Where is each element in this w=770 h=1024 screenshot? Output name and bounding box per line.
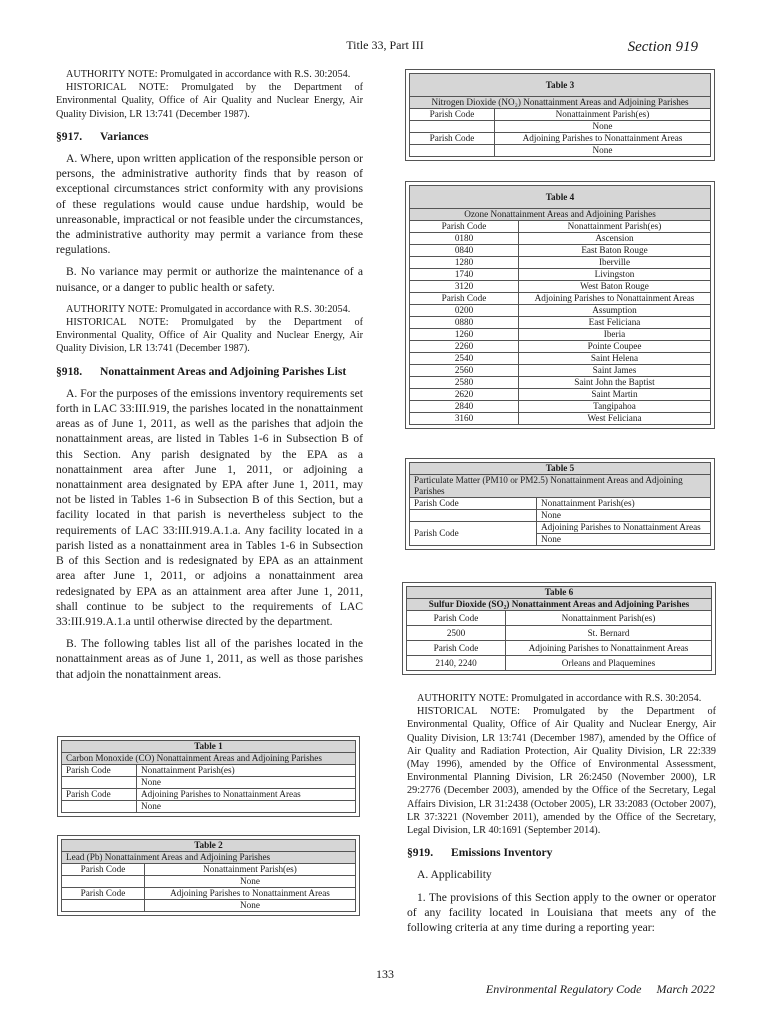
table-cell: Nonattainment Parish(es) [506,611,712,626]
table-5 [405,458,715,550]
table-cell: 1740 [410,269,519,281]
table-cell: East Baton Rouge [519,245,711,257]
table-row [410,401,711,413]
running-header: Title 33, Part III [346,38,424,52]
historical-note: HISTORICAL NOTE: Promulgated by the Department of Environmental Quality, Office of Air Quality and Nuclear Energy, Air Quality Division, LR 13:741 (December 1987). [56,317,363,355]
historical-note: HISTORICAL NOTE: Promulgated by the Department of Environmental Quality, Office of Air Quality and Nuclear Energy, Air Quality Division, LR 13:741 (December 1987). [56,82,363,120]
section-title: Emissions Inventory [451,846,553,860]
subsection-heading: A. Applicability [417,868,492,882]
table-caption: Nitrogen Dioxide (NO₂) Nonattainment Areas and Adjoining Parishes [410,97,711,109]
table-cell: St. Bernard [506,626,712,641]
table-cell: Adjoining Parishes to Nonattainment Areas [145,888,356,900]
table-cell: None [145,876,356,888]
table-cell: 2620 [410,389,519,401]
table-row [410,389,711,401]
table-title: Table 2 [62,840,356,852]
table-6 [402,582,716,675]
paragraph: A. For the purposes of the emissions inventory requirements set forth in LAC 33:III.919, the parishes located in the nonattainment areas as of June 1, 2011, as well as the parishes that adjoin the nonattainment areas, are listed in Tables 1-6 in Subsection B of this Section. Any parish designated by the EPA as a nonattainment area after June 1, 2011, or adjoining a nonattainment area designated by EPA after June 1, 2011, may not be listed in Tables 1-6 in Subsection B of this Section, but a facility located in that parish is nevertheless subject to the requirements of LAC 33:III.919.A.1.a. Any facility located in a parish listed as a nonattainment area in Tables 1-6 in Subsection B of this Section and is redesignated by EPA as an attainment area after June 1, 2011, or adjoins a nonattainment area redesignated by EPA as an attainment area after June 1, 2011, shall continue to be subject to the requirements of LAC 33:III.919.A.1.a until otherwise directed by the department. [56,386,363,628]
table-cell: 1260 [410,329,519,341]
table-2 [57,835,360,916]
table-cell: Nonattainment Parish(es) [145,864,356,876]
table-caption: Ozone Nonattainment Areas and Adjoining Parishes [410,209,711,221]
table-cell: 0880 [410,317,519,329]
section-number: §917. [56,129,83,143]
paragraph: B. No variance may permit or authorize the maintenance of a nuisance, or a danger to public health or safety. [56,265,363,294]
table-1 [57,736,360,817]
table-cell: Adjoining Parishes to Nonattainment Areas [519,293,711,305]
table-caption: Carbon Monoxide (CO) Nonattainment Areas and Adjoining Parishes [62,753,356,765]
table-caption: Lead (Pb) Nonattainment Areas and Adjoining Parishes [62,852,356,864]
table-cell: None [145,900,356,912]
table-4 [405,181,715,429]
table-cell [410,510,537,522]
table-cell: 2840 [410,401,519,413]
table-cell: Nonattainment Parish(es) [137,765,356,777]
table-cell: Saint Martin [519,389,711,401]
authority-note: AUTHORITY NOTE: Promulgated in accordance with R.S. 30:2054. [66,69,351,80]
table-cell [62,777,137,789]
table-cell: 0200 [410,305,519,317]
table-cell: East Feliciana [519,317,711,329]
table-cell: Tangipahoa [519,401,711,413]
table-cell [62,801,137,813]
table-cell: Parish Code [410,498,537,510]
table-cell: 3160 [410,413,519,425]
table-3 [405,69,715,161]
table-cell: Parish Code [410,221,519,233]
table-cell: Assumption [519,305,711,317]
table-cell: Parish Code [407,641,506,656]
table-cell: Parish Code [62,864,145,876]
table-row [410,233,711,245]
table-cell: Saint James [519,365,711,377]
historical-note: HISTORICAL NOTE: Promulgated by the Department of Environmental Quality, Office of Air Quality and Nuclear Energy, Air Quality Division, LR 13:741 (December 1987), amended by the Office of Air Quality and Radiation Protection, Air Quality Division, LR 22:339 (May 1996), amended by the Office of Environmental Assessment, Environmental Planning Division, LR 26:2450 (November 2000), LR 29:2776 (December 2003), amended by the Office of the Secretary, Legal Affairs Division, LR 31:2438 (October 2005), LR 33:2083 (October 2007), LR 37:3221 (November 2011), amended by the Office of the Secretary, Legal Division, LR 40:1691 (September 2014). [407,706,716,837]
table-cell: Parish Code [410,109,495,121]
table-cell: None [137,777,356,789]
table-cell: Parish Code [62,765,137,777]
table-cell: Adjoining Parishes to Nonattainment Areas [137,789,356,801]
table-cell: None [495,145,711,157]
section-heading [56,364,363,379]
table-caption: Sulfur Dioxide (SO₂) Nonattainment Areas and Adjoining Parishes [407,599,712,611]
table-cell: Nonattainment Parish(es) [495,109,711,121]
table-cell: Pointe Coupee [519,341,711,353]
table-row [410,329,711,341]
table-cell: None [537,534,711,546]
table-row [410,245,711,257]
table-cell: Ascension [519,233,711,245]
section-number: §918. [56,364,83,378]
table-cell: Iberville [519,257,711,269]
table-cell: 3120 [410,281,519,293]
table-cell: None [537,510,711,522]
table-title: Table 4 [410,186,711,209]
table-title: Table 5 [410,463,711,475]
table-cell: 2140, 2240 [407,656,506,671]
table-cell: Parish Code [62,789,137,801]
table-cell: 2560 [410,365,519,377]
table-row [410,305,711,317]
table-row [410,317,711,329]
table-cell: Nonattainment Parish(es) [519,221,711,233]
table-cell: 0180 [410,233,519,245]
table-title: Table 3 [410,74,711,97]
table-cell: Parish Code [410,133,495,145]
right-column [407,692,716,935]
section-header: Section 919 [627,39,698,55]
table-cell: 2540 [410,353,519,365]
table-cell: 1280 [410,257,519,269]
table-cell [62,900,145,912]
table-cell: None [137,801,356,813]
table-cell: Parish Code [410,293,519,305]
table-row [410,269,711,281]
table-title: Table 1 [62,741,356,753]
table-row [410,377,711,389]
table-cell: Saint John the Baptist [519,377,711,389]
section-title: Variances [100,129,149,143]
section-heading [56,129,363,144]
table-cell [62,876,145,888]
table-row [410,365,711,377]
paragraph: B. The following tables list all of the parishes located in the nonattainment areas as of June 1, 2011, as well as those parishes that adjoin the nonattainment areas. [56,637,363,681]
table-cell: Iberia [519,329,711,341]
paragraph: A. Where, upon written application of the responsible person or persons, the administrative authority finds that by reason of exceptional circumstances strict conformity with any provisions of these regulations would cause undue hardship, would be unreasonable, impractical or not feasible under the circumstances, the administrative authority may permit a variance from these regulations. [56,152,363,257]
table-cell: West Baton Rouge [519,281,711,293]
table-cell [410,145,495,157]
table-cell: Nonattainment Parish(es) [537,498,711,510]
table-cell: Orleans and Plaquemines [506,656,712,671]
table-row [410,341,711,353]
table-cell: 2580 [410,377,519,389]
table-cell: Saint Helena [519,353,711,365]
table-cell: Adjoining Parishes to Nonattainment Areas [495,133,711,145]
table-cell: Adjoining Parishes to Nonattainment Areas [537,522,711,534]
section-heading [407,845,716,860]
authority-note: AUTHORITY NOTE: Promulgated in accordance with R.S. 30:2054. [417,693,702,704]
table-cell [410,121,495,133]
table-row [410,353,711,365]
paragraph: 1. The provisions of this Section apply to the owner or operator of any facility located in Louisiana that meets any of the following criteria at any time during a reporting year: [407,890,716,935]
table-cell: West Feliciana [519,413,711,425]
table-row [410,413,711,425]
table-cell: Parish Code [410,522,537,546]
footer-title: Environmental Regulatory Code March 2022 [485,982,715,996]
table-row [410,281,711,293]
section-number: §919. [407,846,434,860]
left-column [56,68,363,682]
page-number: 133 [376,967,394,981]
table-cell: 2260 [410,341,519,353]
section-title: Nonattainment Areas and Adjoining Parishes List [100,364,347,378]
authority-note: AUTHORITY NOTE: Promulgated in accordance with R.S. 30:2054. [66,303,351,315]
table-cell: None [495,121,711,133]
table-cell: 0840 [410,245,519,257]
table-cell: Livingston [519,269,711,281]
table-cell: 2500 [407,626,506,641]
table-title: Table 6 [407,587,712,599]
table-cell: Adjoining Parishes to Nonattainment Areas [506,641,712,656]
table-caption: Particulate Matter (PM10 or PM2.5) Nonattainment Areas and Adjoining Parishes [410,475,711,498]
table-row [410,257,711,269]
table-cell: Parish Code [407,611,506,626]
table-cell: Parish Code [62,888,145,900]
